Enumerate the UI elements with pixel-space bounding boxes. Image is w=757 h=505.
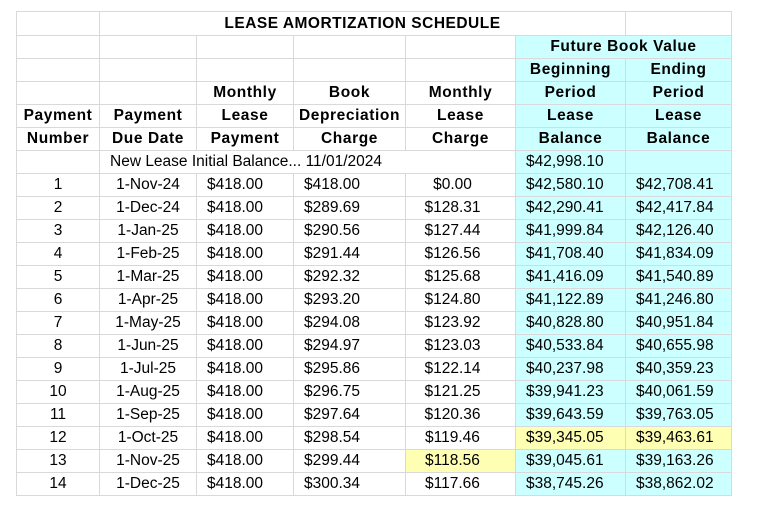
due-date-cell[interactable]: 1-Nov-25 bbox=[100, 450, 197, 473]
depreciation-cell[interactable]: $289.69 bbox=[294, 197, 406, 220]
monthly-payment-cell[interactable]: $418.00 bbox=[197, 243, 294, 266]
header-monthly-payment-3[interactable]: Payment bbox=[197, 128, 294, 151]
ending-balance-cell[interactable]: $41,540.89 bbox=[626, 266, 732, 289]
header-ending-1[interactable]: Ending bbox=[626, 59, 732, 82]
table-row bbox=[17, 197, 732, 220]
header-book-depreciation-1[interactable]: Book bbox=[294, 82, 406, 105]
header-beginning-3[interactable]: Lease bbox=[516, 105, 626, 128]
due-date-cell[interactable]: 1-Dec-24 bbox=[100, 197, 197, 220]
header-book-depreciation-3[interactable]: Charge bbox=[294, 128, 406, 151]
cell-empty[interactable] bbox=[406, 36, 516, 59]
ending-balance-cell[interactable]: $42,126.40 bbox=[626, 220, 732, 243]
ending-balance-cell[interactable]: $42,708.41 bbox=[626, 174, 732, 197]
cell-empty[interactable] bbox=[294, 59, 406, 82]
ending-balance-cell[interactable]: $39,763.05 bbox=[626, 404, 732, 427]
table-row bbox=[17, 427, 732, 450]
lease-charge-cell[interactable]: $121.25 bbox=[406, 381, 516, 404]
amortization-table bbox=[16, 11, 732, 496]
monthly-payment-cell[interactable]: $418.00 bbox=[197, 427, 294, 450]
depreciation-cell[interactable]: $298.54 bbox=[294, 427, 406, 450]
header-payment-number-2[interactable]: Number bbox=[17, 128, 100, 151]
payment-number-cell[interactable]: 1 bbox=[17, 174, 100, 197]
payment-number-cell[interactable]: 8 bbox=[17, 335, 100, 358]
ending-balance-cell[interactable]: $39,463.61 bbox=[626, 427, 732, 450]
header-monthly-charge-2[interactable]: Lease bbox=[406, 105, 516, 128]
table-row bbox=[17, 243, 732, 266]
lease-charge-cell[interactable]: $123.03 bbox=[406, 335, 516, 358]
sheet-title[interactable]: LEASE AMORTIZATION SCHEDULE bbox=[100, 12, 626, 36]
cell-empty[interactable] bbox=[197, 59, 294, 82]
initial-balance-label: New Lease Initial Balance... 11/01/2024 bbox=[110, 153, 383, 170]
depreciation-cell[interactable]: $300.34 bbox=[294, 473, 406, 496]
monthly-payment-cell[interactable]: $418.00 bbox=[197, 450, 294, 473]
due-date-cell[interactable]: 1-Nov-24 bbox=[100, 174, 197, 197]
cell-empty[interactable] bbox=[100, 59, 197, 82]
beginning-balance-cell[interactable]: $42,290.41 bbox=[516, 197, 626, 220]
beginning-balance-cell[interactable]: $42,580.10 bbox=[516, 174, 626, 197]
cell-empty[interactable] bbox=[294, 36, 406, 59]
beginning-balance-cell[interactable]: $40,828.80 bbox=[516, 312, 626, 335]
depreciation-cell[interactable]: $299.44 bbox=[294, 450, 406, 473]
ending-balance-cell[interactable]: $40,359.23 bbox=[626, 358, 732, 381]
lease-charge-cell[interactable]: $128.31 bbox=[406, 197, 516, 220]
ending-balance-cell[interactable]: $38,862.02 bbox=[626, 473, 732, 496]
cell-empty[interactable] bbox=[100, 36, 197, 59]
monthly-payment-cell[interactable]: $418.00 bbox=[197, 381, 294, 404]
ending-balance-cell[interactable]: $40,655.98 bbox=[626, 335, 732, 358]
table-row bbox=[17, 266, 732, 289]
due-date-cell[interactable]: 1-Jul-25 bbox=[100, 358, 197, 381]
cell-empty[interactable] bbox=[626, 12, 732, 36]
table-row bbox=[17, 450, 732, 473]
header-payment-number-1[interactable]: Payment bbox=[17, 105, 100, 128]
beginning-balance-cell[interactable]: $39,643.59 bbox=[516, 404, 626, 427]
table-row bbox=[17, 381, 732, 404]
payment-number-cell[interactable]: 10 bbox=[17, 381, 100, 404]
payment-number-cell[interactable]: 2 bbox=[17, 197, 100, 220]
ending-balance-cell[interactable]: $42,417.84 bbox=[626, 197, 732, 220]
lease-charge-cell[interactable]: $118.56 bbox=[406, 450, 516, 473]
header-monthly-payment-1[interactable]: Monthly bbox=[197, 82, 294, 105]
monthly-payment-cell[interactable]: $418.00 bbox=[197, 335, 294, 358]
due-date-cell[interactable]: 1-Mar-25 bbox=[100, 266, 197, 289]
monthly-payment-cell[interactable]: $418.00 bbox=[197, 174, 294, 197]
table-row bbox=[17, 312, 732, 335]
header-due-date-1[interactable]: Payment bbox=[100, 105, 197, 128]
header-beginning-2[interactable]: Period bbox=[516, 82, 626, 105]
monthly-payment-cell[interactable]: $418.00 bbox=[197, 197, 294, 220]
header-ending-3[interactable]: Lease bbox=[626, 105, 732, 128]
ending-balance-cell[interactable]: $40,061.59 bbox=[626, 381, 732, 404]
cell-empty[interactable] bbox=[17, 36, 100, 59]
beginning-balance-cell[interactable]: $41,122.89 bbox=[516, 289, 626, 312]
due-date-cell[interactable]: 1-May-25 bbox=[100, 312, 197, 335]
depreciation-cell[interactable]: $292.32 bbox=[294, 266, 406, 289]
depreciation-cell[interactable]: $297.64 bbox=[294, 404, 406, 427]
depreciation-cell[interactable]: $290.56 bbox=[294, 220, 406, 243]
beginning-balance-cell[interactable]: $40,237.98 bbox=[516, 358, 626, 381]
beginning-balance-cell[interactable]: $41,416.09 bbox=[516, 266, 626, 289]
monthly-payment-cell[interactable]: $418.00 bbox=[197, 266, 294, 289]
beginning-balance-cell[interactable]: $41,999.84 bbox=[516, 220, 626, 243]
cell-empty[interactable] bbox=[406, 59, 516, 82]
header-due-date-2[interactable]: Due Date bbox=[100, 128, 197, 151]
ending-balance-cell[interactable]: $41,246.80 bbox=[626, 289, 732, 312]
beginning-balance-cell[interactable]: $39,045.61 bbox=[516, 450, 626, 473]
lease-charge-cell[interactable]: $117.66 bbox=[406, 473, 516, 496]
cell-empty[interactable] bbox=[17, 151, 100, 174]
cell-empty[interactable] bbox=[100, 82, 197, 105]
depreciation-cell[interactable]: $294.08 bbox=[294, 312, 406, 335]
payment-number-cell[interactable]: 11 bbox=[17, 404, 100, 427]
header-ending-4[interactable]: Balance bbox=[626, 128, 732, 151]
cell-empty[interactable] bbox=[626, 151, 732, 174]
table-row bbox=[17, 358, 732, 381]
table-row bbox=[17, 335, 732, 358]
lease-charge-cell[interactable]: $127.44 bbox=[406, 220, 516, 243]
table-row bbox=[17, 473, 732, 496]
table-row bbox=[17, 404, 732, 427]
payment-number-cell[interactable]: 4 bbox=[17, 243, 100, 266]
header-book-depreciation-2[interactable]: Depreciation bbox=[294, 105, 406, 128]
monthly-payment-cell[interactable]: $418.00 bbox=[197, 473, 294, 496]
initial-balance-value[interactable]: $42,998.10 bbox=[516, 151, 626, 174]
depreciation-cell[interactable]: $294.97 bbox=[294, 335, 406, 358]
initial-balance-label-cell[interactable] bbox=[100, 151, 516, 174]
header-beginning-4[interactable]: Balance bbox=[516, 128, 626, 151]
beginning-balance-cell[interactable]: $38,745.26 bbox=[516, 473, 626, 496]
due-date-cell[interactable]: 1-Sep-25 bbox=[100, 404, 197, 427]
cell-empty[interactable] bbox=[17, 82, 100, 105]
lease-charge-cell[interactable]: $122.14 bbox=[406, 358, 516, 381]
payment-number-cell[interactable]: 14 bbox=[17, 473, 100, 496]
beginning-balance-cell[interactable]: $40,533.84 bbox=[516, 335, 626, 358]
payment-number-cell[interactable]: 13 bbox=[17, 450, 100, 473]
due-date-cell[interactable]: 1-Apr-25 bbox=[100, 289, 197, 312]
payment-number-cell[interactable]: 5 bbox=[17, 266, 100, 289]
lease-charge-cell[interactable]: $120.36 bbox=[406, 404, 516, 427]
monthly-payment-cell[interactable]: $418.00 bbox=[197, 404, 294, 427]
beginning-balance-cell[interactable]: $41,708.40 bbox=[516, 243, 626, 266]
monthly-payment-cell[interactable]: $418.00 bbox=[197, 220, 294, 243]
due-date-cell[interactable]: 1-Dec-25 bbox=[100, 473, 197, 496]
header-monthly-payment-2[interactable]: Lease bbox=[197, 105, 294, 128]
lease-charge-cell[interactable]: $126.56 bbox=[406, 243, 516, 266]
due-date-cell[interactable]: 1-Jan-25 bbox=[100, 220, 197, 243]
payment-number-cell[interactable]: 3 bbox=[17, 220, 100, 243]
lease-charge-cell[interactable]: $124.80 bbox=[406, 289, 516, 312]
ending-balance-cell[interactable]: $40,951.84 bbox=[626, 312, 732, 335]
depreciation-cell[interactable]: $418.00 bbox=[294, 174, 406, 197]
due-date-cell[interactable]: 1-Aug-25 bbox=[100, 381, 197, 404]
depreciation-cell[interactable]: $296.75 bbox=[294, 381, 406, 404]
ending-balance-cell[interactable]: $41,834.09 bbox=[626, 243, 732, 266]
beginning-balance-cell[interactable]: $39,345.05 bbox=[516, 427, 626, 450]
depreciation-cell[interactable]: $295.86 bbox=[294, 358, 406, 381]
monthly-payment-cell[interactable]: $418.00 bbox=[197, 312, 294, 335]
monthly-payment-cell[interactable]: $418.00 bbox=[197, 358, 294, 381]
payment-number-cell[interactable]: 9 bbox=[17, 358, 100, 381]
header-beginning-1[interactable]: Beginning bbox=[516, 59, 626, 82]
due-date-cell[interactable]: 1-Feb-25 bbox=[100, 243, 197, 266]
header-monthly-charge-1[interactable]: Monthly bbox=[406, 82, 516, 105]
cell-empty[interactable] bbox=[17, 59, 100, 82]
payment-number-cell[interactable]: 12 bbox=[17, 427, 100, 450]
payment-number-cell[interactable]: 6 bbox=[17, 289, 100, 312]
lease-charge-cell[interactable]: $125.68 bbox=[406, 266, 516, 289]
header-ending-2[interactable]: Period bbox=[626, 82, 732, 105]
beginning-balance-cell[interactable]: $39,941.23 bbox=[516, 381, 626, 404]
due-date-cell[interactable]: 1-Oct-25 bbox=[100, 427, 197, 450]
cell-empty[interactable] bbox=[197, 36, 294, 59]
future-book-value-header[interactable]: Future Book Value bbox=[516, 36, 732, 59]
table-row bbox=[17, 220, 732, 243]
table-row bbox=[17, 174, 732, 197]
header-monthly-charge-3[interactable]: Charge bbox=[406, 128, 516, 151]
due-date-cell[interactable]: 1-Jun-25 bbox=[100, 335, 197, 358]
table-row bbox=[17, 289, 732, 312]
payment-number-cell[interactable]: 7 bbox=[17, 312, 100, 335]
ending-balance-cell[interactable]: $39,163.26 bbox=[626, 450, 732, 473]
lease-charge-cell[interactable]: $119.46 bbox=[406, 427, 516, 450]
cell-empty[interactable] bbox=[17, 12, 100, 36]
depreciation-cell[interactable]: $293.20 bbox=[294, 289, 406, 312]
depreciation-cell[interactable]: $291.44 bbox=[294, 243, 406, 266]
monthly-payment-cell[interactable]: $418.00 bbox=[197, 289, 294, 312]
lease-charge-cell[interactable]: $0.00 bbox=[406, 174, 516, 197]
lease-charge-cell[interactable]: $123.92 bbox=[406, 312, 516, 335]
